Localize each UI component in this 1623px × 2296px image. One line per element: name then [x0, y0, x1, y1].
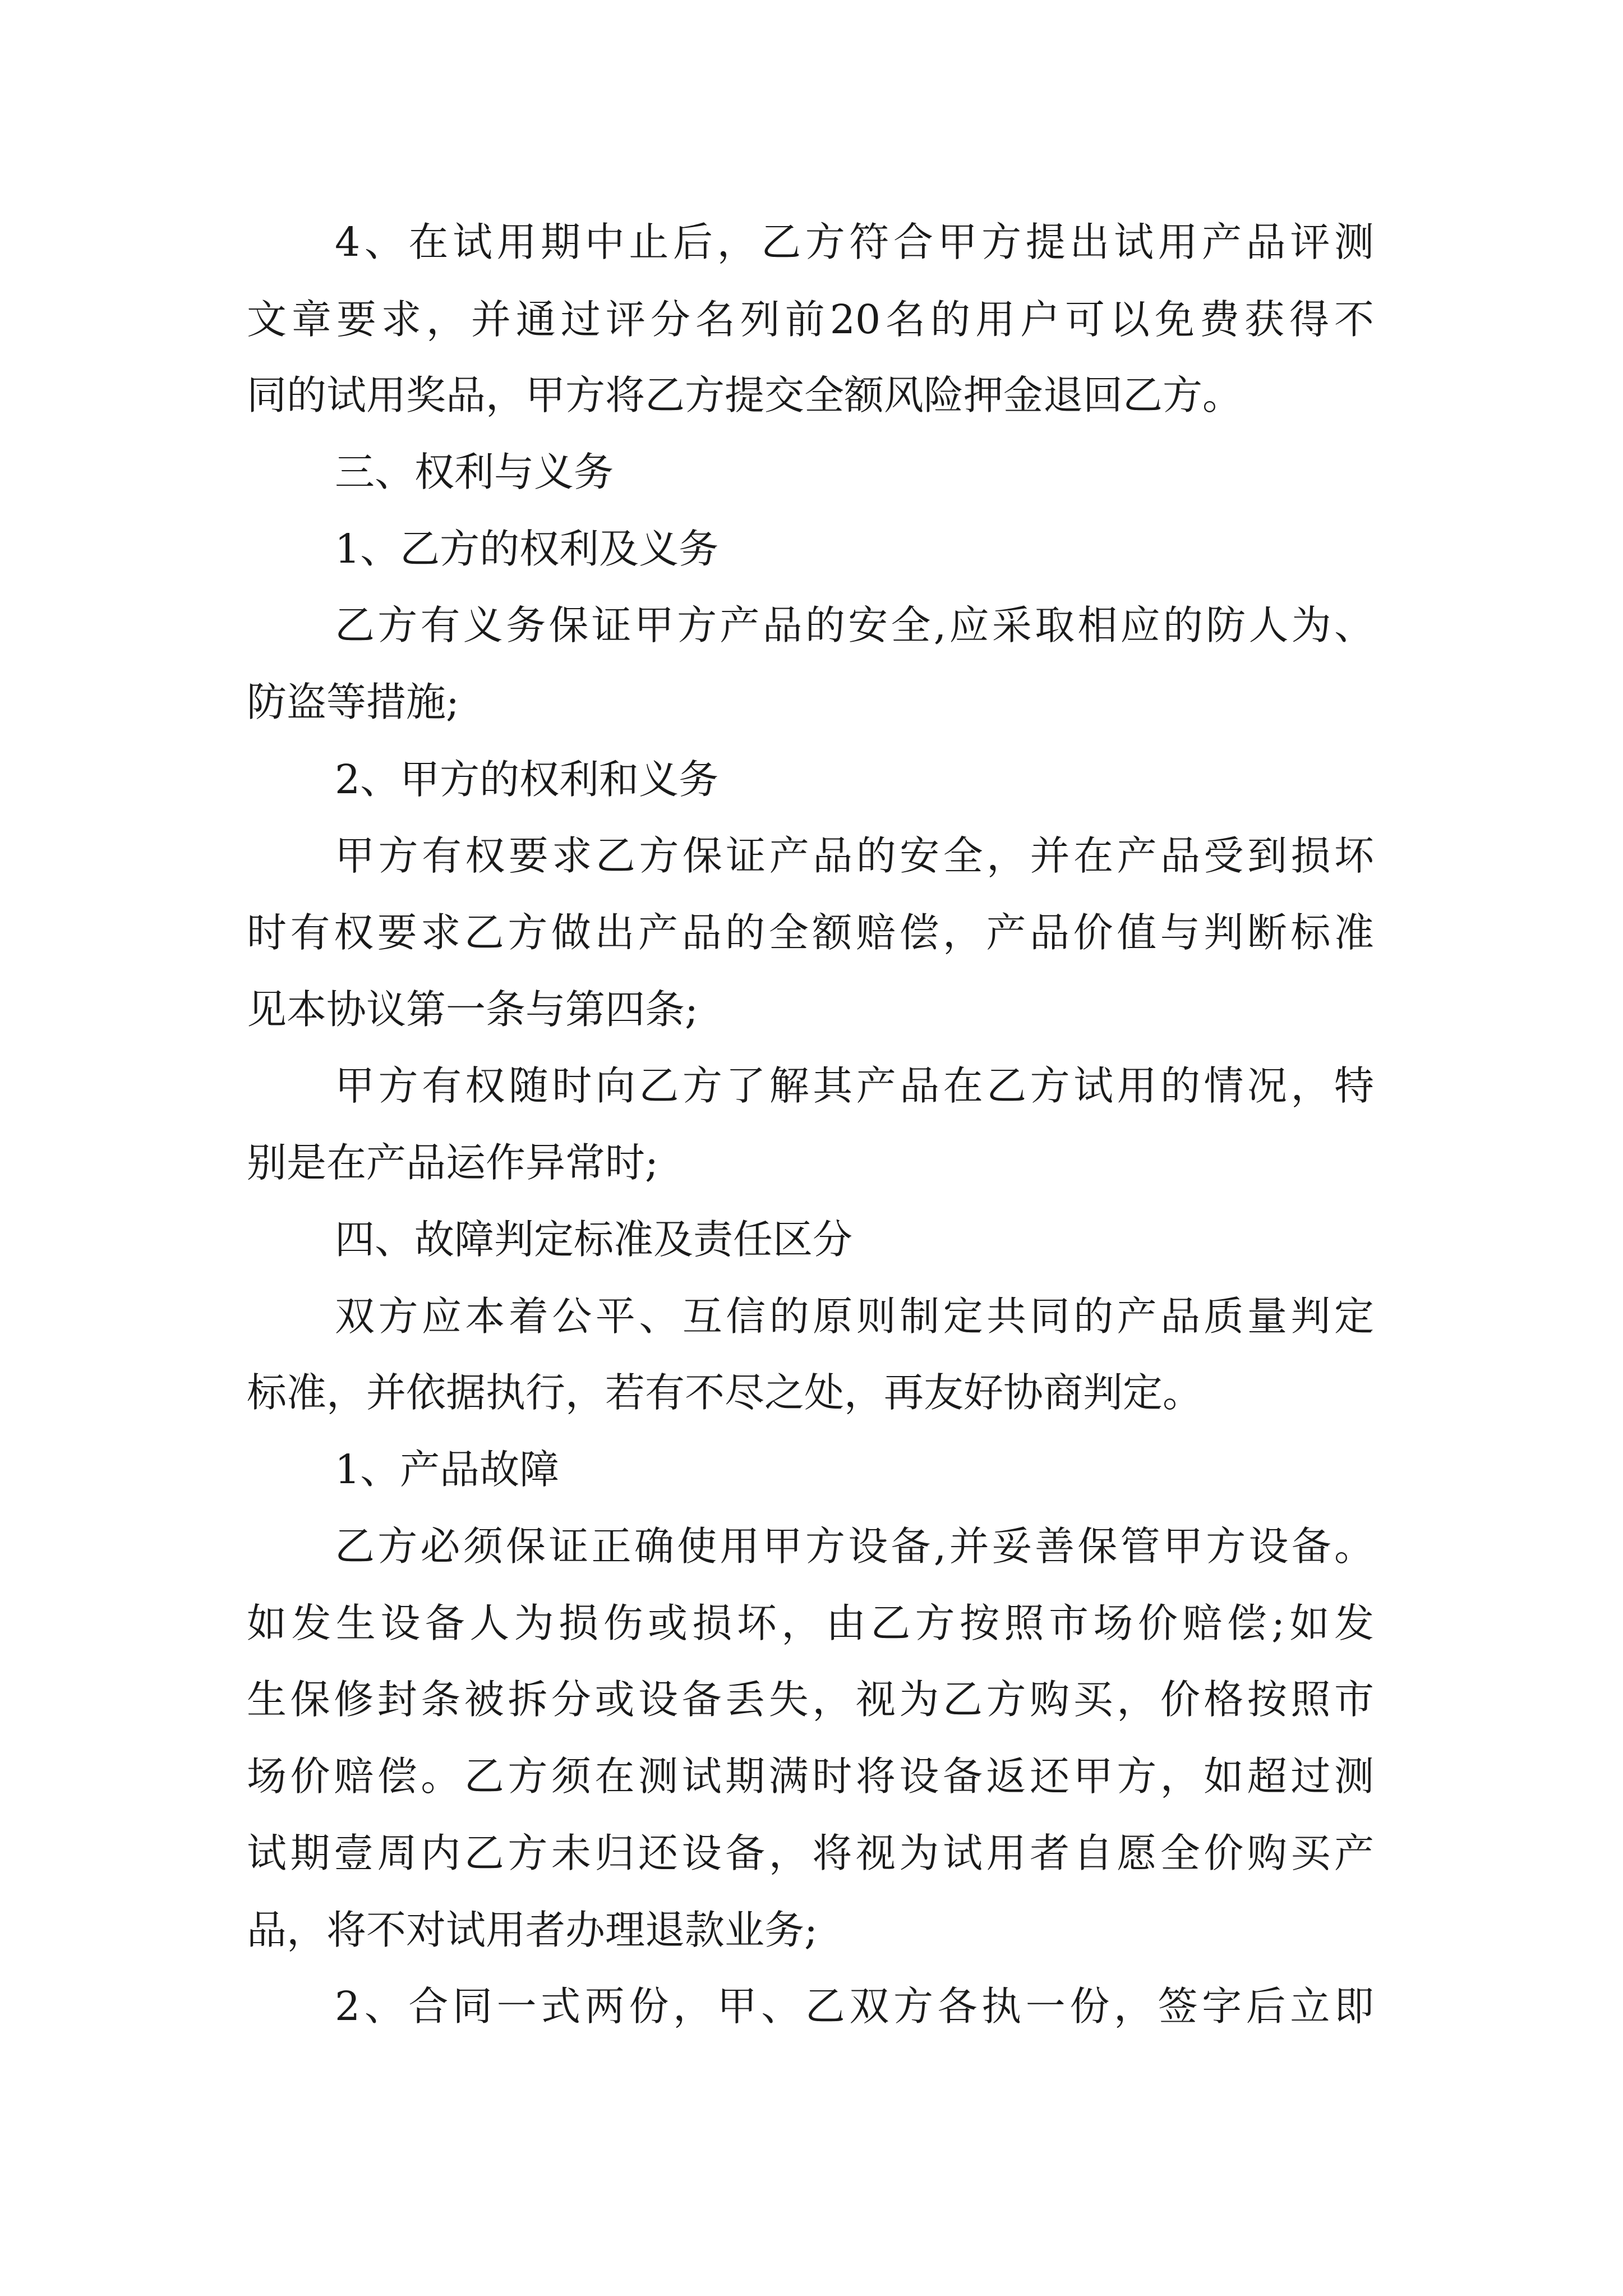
subsection-heading: 1、乙方的权利及义务 — [335, 526, 719, 572]
text-line: 甲方有权随时向乙方了解其产品在乙方试用的情况，特 — [335, 1062, 1374, 1109]
text-line: 同的试用奖品，甲方将乙方提交全额风险押金退回乙方。 — [247, 372, 1243, 418]
subsection-heading: 2、甲方的权利和义务 — [335, 756, 719, 803]
text-line: 4、在试用期中止后，乙方符合甲方提出试用产品评测 — [335, 219, 1374, 265]
text-line: 场价赔偿。乙方须在测试期满时将设备返还甲方，如超过测 — [247, 1753, 1374, 1800]
text-line: 时有权要求乙方做出产品的全额赔偿，产品价值与判断标准 — [247, 909, 1374, 956]
text-line: 见本协议第一条与第四条; — [247, 986, 698, 1033]
text-line: 如发生设备人为损伤或损坏，由乙方按照市场价赔偿;如发 — [247, 1600, 1374, 1646]
text-line: 乙方有义务保证甲方产品的安全,应采取相应的防人为、 — [335, 602, 1374, 648]
section-heading: 三、权利与义务 — [335, 449, 614, 495]
text-line: 防盗等措施; — [247, 679, 459, 725]
section-heading: 四、故障判定标准及责任区分 — [335, 1216, 853, 1263]
subsection-heading: 1、产品故障 — [335, 1446, 560, 1493]
text-line: 试期壹周内乙方未归还设备，将视为试用者自愿全价购买产 — [247, 1830, 1374, 1876]
text-line: 甲方有权要求乙方保证产品的安全，并在产品受到损坏 — [335, 832, 1374, 879]
text-line: 别是在产品运作异常时; — [247, 1139, 658, 1186]
text-line: 双方应本着公平、互信的原则制定共同的产品质量判定 — [335, 1293, 1374, 1340]
text-line: 标准，并依据执行，若有不尽之处，再友好协商判定。 — [247, 1369, 1203, 1416]
text-line: 品，将不对试用者办理退款业务; — [247, 1907, 818, 1953]
text-line: 乙方必须保证正确使用甲方设备,并妥善保管甲方设备。 — [335, 1523, 1374, 1570]
text-line: 文章要求，并通过评分名列前20名的用户可以免费获得不 — [247, 296, 1374, 343]
text-line: 生保修封条被拆分或设备丢失，视为乙方购买，价格按照市 — [247, 1676, 1374, 1723]
text-line: 2、合同一式两份，甲、乙双方各执一份，签字后立即 — [335, 1983, 1374, 2030]
